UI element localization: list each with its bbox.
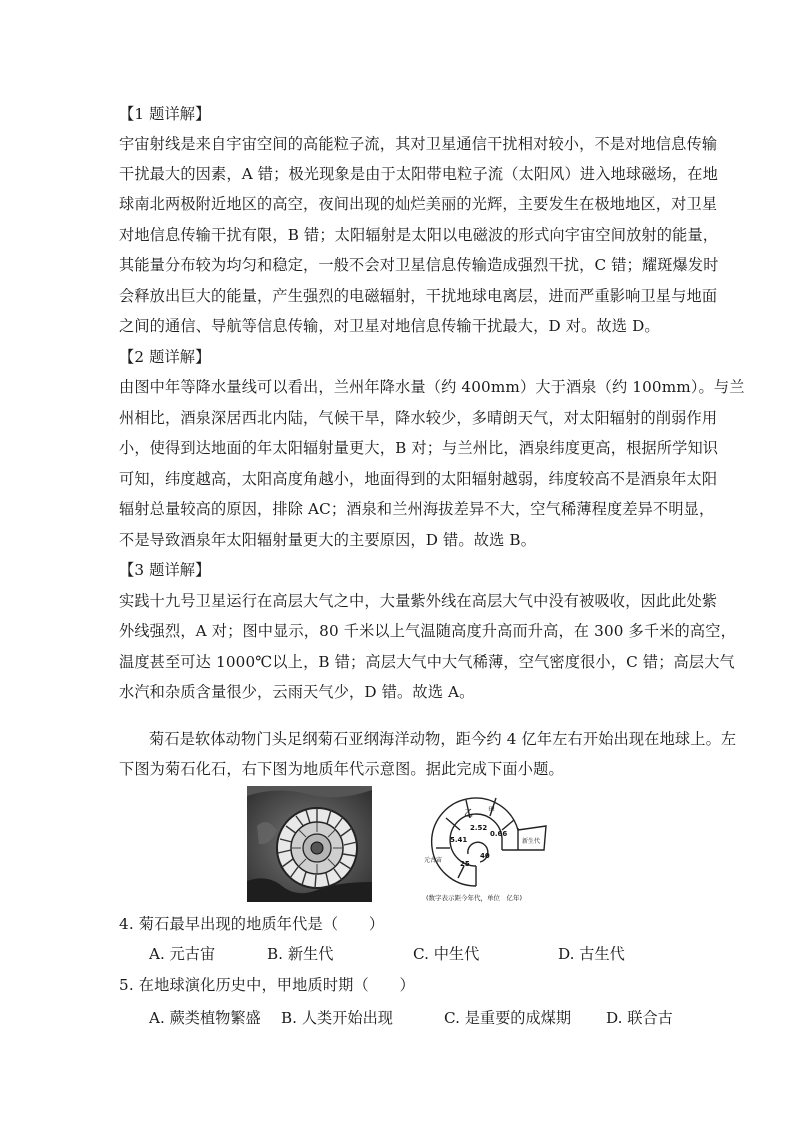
intro-line-1: 菊石是软体动物门头足纲菊石亚纲海洋动物，距今约 4 亿年左右开始出现在地球上。左	[149, 730, 737, 748]
label-cenozoic: 新生代	[522, 838, 541, 845]
label-archaean: 元古宙	[424, 857, 443, 864]
geologic-time-diagram	[418, 786, 553, 904]
label-5-41: 5.41	[450, 836, 468, 844]
question-4-stem: 4. 菊石最早出现的地质年代是（ ）	[119, 915, 385, 933]
section-1-line-5: 其能量分布较为均匀和稳定，一般不会对卫星信息传输造成强烈干扰，C 错；耀斑爆发时	[119, 256, 719, 274]
label-yi: 乙	[464, 809, 474, 819]
section-1-line-7: 之间的通信、导航等信息传输，对卫星对地信息传输干扰最大，D 对。故选 D。	[119, 317, 660, 335]
question-4-option-d[interactable]: D. 古生代	[558, 945, 625, 963]
label-40: 40	[480, 852, 490, 860]
section-2-line-4: 可知，纬度越高，太阳高度角越小，地面得到的太阳辐射越弱，纬度较高不是酒泉年太阳	[119, 470, 718, 488]
label-0-66: 0.66	[490, 830, 508, 838]
section-2-line-6: 不是导致酒泉年太阳辐射量更大的主要原因，D 错。故选 B。	[119, 531, 537, 549]
section-1-line-4: 对地信息传输干扰有限，B 错；太阳辐射是太阳以电磁波的形式向宇宙空间放射的能量，	[119, 226, 719, 244]
section-3-line-3: 温度甚至可达 1000℃以上，B 错；高层大气中大气稀薄，空气密度很小，C 错；高层大气	[119, 653, 735, 671]
section-3-heading: 【3 题详解】	[119, 561, 211, 579]
section-2-heading: 【2 题详解】	[119, 348, 211, 366]
section-3-line-4: 水汽和杂质含量很少，云雨天气少，D 错。故选 A。	[119, 683, 475, 701]
section-3-line-2: 外线强烈，A 对；图中显示，80 千米以上气温随高度升高而升高，在 300 多千米的高空，	[119, 622, 736, 640]
ammonite-fossil-photo	[247, 786, 372, 902]
section-2-line-2: 州相比，酒泉深居西北内陆，气候干旱，降水较少，多晴朗天气，对太阳辐射的削弱作用	[119, 409, 718, 427]
section-2-line-1: 由图中年等降水量线可以看出，兰州年降水量（约 400mm）大于酒泉（约 100mm）。与兰	[119, 378, 745, 396]
label-jia: 甲	[488, 806, 495, 814]
question-5-option-a[interactable]: A. 蕨类植物繁盛	[149, 1009, 261, 1027]
section-1-line-3: 球南北两极附近地区的高空，夜间出现的灿烂美丽的光辉，主要发生在极地地区，对卫星	[119, 195, 718, 213]
question-5-option-b[interactable]: B. 人类开始出现	[281, 1009, 393, 1027]
question-5-stem: 5. 在地球演化历史中，甲地质时期（ ）	[119, 976, 415, 994]
question-4-option-b[interactable]: B. 新生代	[267, 945, 334, 963]
question-5-option-d[interactable]: D. 联合古	[606, 1009, 673, 1027]
section-1-line-2: 干扰最大的因素，A 错；极光现象是由于太阳带电粒子流（太阳风）进入地球磁场，在地	[119, 165, 718, 183]
section-2-line-3: 小，使得到达地面的年太阳辐射量更大，B 对；与兰州比，酒泉纬度更高，根据所学知识	[119, 439, 719, 457]
question-5-option-c[interactable]: C. 是重要的成煤期	[444, 1009, 572, 1027]
intro-line-2: 下图为菊石化石，右下图为地质年代示意图。据此完成下面小题。	[119, 760, 564, 778]
label-25: 25	[460, 860, 470, 868]
section-1-heading: 【1 题详解】	[119, 105, 211, 123]
section-3-line-1: 实践十九号卫星运行在高层大气之中，大量紫外线在高层大气中没有被吸收，因此此处紫	[119, 592, 718, 610]
label-2-52: 2.52	[470, 824, 488, 832]
section-2-line-5: 辐射总量较高的原因，排除 AC；酒泉和兰州海拔差异不大，空气稀薄程度差异不明显，	[119, 500, 715, 518]
section-1-line-1: 宇宙射线是来自宇宙空间的高能粒子流，其对卫星通信干扰相对较小，不是对地信息传输	[119, 135, 718, 153]
question-4-option-a[interactable]: A. 元古宙	[149, 945, 216, 963]
section-1-line-6: 会释放出巨大的能量，产生强烈的电磁辐射，干扰地球电离层，进而严重影响卫星与地面	[119, 287, 718, 305]
figure-caption: (数字表示距今年代，单位 亿年)	[426, 894, 523, 902]
question-4-option-c[interactable]: C. 中生代	[413, 945, 480, 963]
